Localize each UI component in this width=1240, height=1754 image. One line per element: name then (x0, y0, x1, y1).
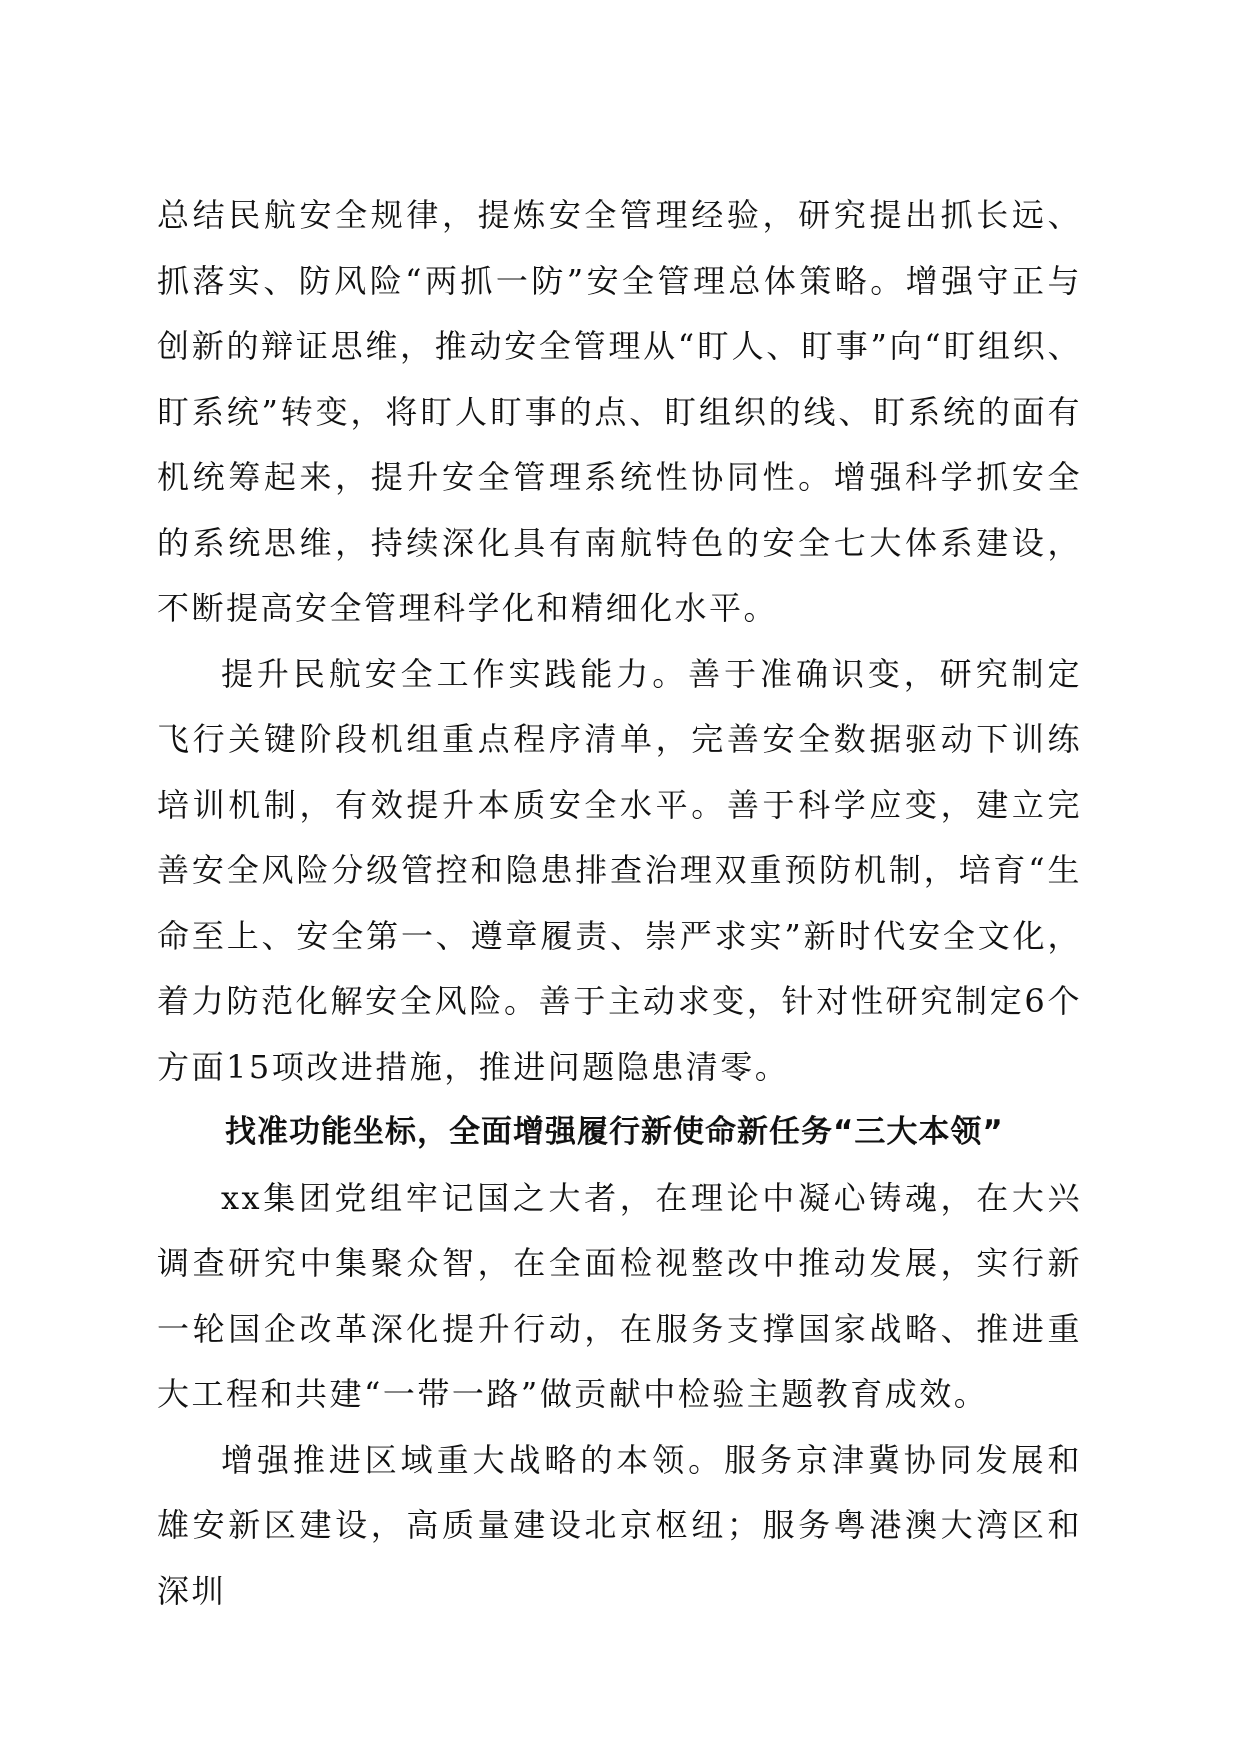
section-heading: 找准功能坐标，全面增强履行新使命新任务“三大本领” (225, 1114, 1004, 1150)
body-paragraph-3: xx集团党组牢记国之大者，在理论中凝心铸魂，在大兴调查研究中集聚众智，在全面检视整改中推动发展，实行新一轮国企改革深化提升行动，在服务支撑国家战略、推进重大工程和共建“一带一路”做贡献中检验主题教育成效。 (157, 1178, 1082, 1413)
body-paragraph-1: 总结民航安全规律，提炼安全管理经验，研究提出抓长远、抓落实、防风险“两抓一防”安全管理总体策略。增强守正与创新的辩证思维，推动安全管理从“盯人、盯事”向“盯组织、盯系统”转变，将盯人盯事的点、盯组织的线、盯系统的面有机统筹起来，提升安全管理系统性协同性。增强科学抓安全的系统思维，持续深化具有南航特色的安全七大体系建设，不断提高安全管理科学化和精细化水平。 (157, 196, 1082, 627)
body-paragraph-4: 增强推进区域重大战略的本领。服务京津冀协同发展和雄安新区建设，高质量建设北京枢纽；服务粤港澳大湾区和深圳 (157, 1440, 1082, 1610)
document-body (157, 183, 1082, 1624)
body-paragraph-2: 提升民航安全工作实践能力。善于准确识变，研究制定飞行关键阶段机组重点程序清单，完善安全数据驱动下训练培训机制，有效提升本质安全水平。善于科学应变，建立完善安全风险分级管控和隐患排查治理双重预防机制，培育“生命至上、安全第一、遵章履责、崇严求实”新时代安全文化，着力防范化解安全风险。善于主动求变，针对性研究制定6个方面15项改进措施，推进问题隐患清零。 (157, 654, 1082, 1086)
